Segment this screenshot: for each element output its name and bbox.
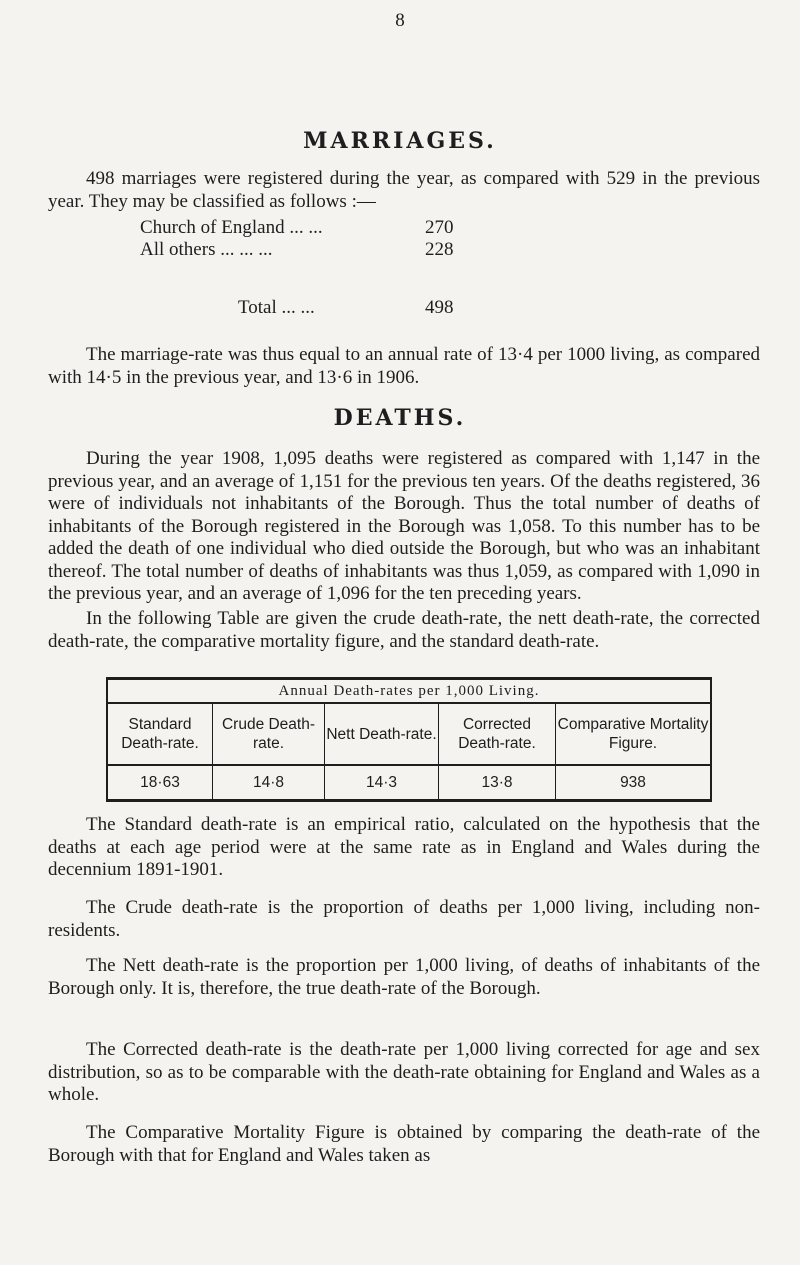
- classification-value: 270: [425, 217, 454, 238]
- definition-comparative: The Comparative Mortality Figure is obtained by comparing the death-rate of the Borough with that for England and Wales taken as: [48, 1122, 760, 1166]
- table-header-cell: Crude Death-rate.: [213, 704, 325, 764]
- deaths-paragraph-1: During the year 1908, 1,095 deaths were registered as compared with 1,147 in the previous year, and an average of 1,151 for the previous ten years. Of the deaths registered, 36 were of individuals not inhabitants of the Borough. Thus the total number of deaths of inhabitants of the Borough registered in the Borough was 1,058. To this number has to be added the death of one individual who died outside the Borough, but who was an inhabitant thereof. The total number of deaths of inhabitants was thus 1,059, as compared with 1,090 in the previous year, and an average of 1,096 for the ten preceding years.: [48, 448, 760, 604]
- marriages-heading: MARRIAGES.: [303, 128, 497, 154]
- table-header-cell: Standard Death-rate.: [108, 704, 213, 764]
- marriages-intro: 498 marriages were registered during the year, as compared with 529 in the previous year. They may be classified as follows :—: [48, 168, 760, 212]
- table-header-row: [108, 704, 710, 766]
- classification-label: All others ... ... ...: [140, 239, 273, 260]
- classification-value: 228: [425, 239, 454, 260]
- table-header-cell: Nett Death-rate.: [325, 704, 439, 764]
- definition-nett: The Nett death-rate is the proportion per 1,000 living, of deaths of inhabitants of the Borough only. It is, therefore, the true death-rate of the Borough.: [48, 955, 760, 999]
- table-caption: Annual Death-rates per 1,000 Living.: [108, 680, 710, 704]
- classification-label: Church of England ... ...: [140, 217, 323, 238]
- total-label: Total ... ...: [238, 297, 315, 318]
- death-rates-table: [106, 677, 712, 802]
- definition-standard: The Standard death-rate is an empirical ratio, calculated on the hypothesis that the deaths at each age period were at the same rate as in England and Wales during the decennium 1891-1901.: [48, 814, 760, 880]
- table-header-cell: Comparative Mortality Figure.: [557, 716, 709, 752]
- table-row: [108, 766, 710, 799]
- table-cell: 938: [620, 774, 646, 791]
- table-cell: 14·3: [325, 766, 439, 799]
- definition-crude: The Crude death-rate is the proportion of deaths per 1,000 living, including non-residents.: [48, 897, 760, 941]
- marriage-rate-text: The marriage-rate was thus equal to an annual rate of 13·4 per 1000 living, as compared with 14·5 in the previous year, and 13·6 in 1906.: [48, 344, 760, 388]
- table-header-cell: Corrected Death-rate.: [439, 704, 556, 764]
- table-cell: 14·8: [213, 766, 325, 799]
- page-number: 8: [395, 10, 405, 31]
- table-cell: 18·63: [108, 766, 213, 799]
- total-value: 498: [425, 297, 454, 318]
- deaths-heading: DEATHS.: [333, 405, 467, 431]
- deaths-paragraph-2: In the following Table are given the crude death-rate, the nett death-rate, the corrected death-rate, the comparative mortality figure, and the standard death-rate.: [48, 608, 760, 652]
- table-cell: 13·8: [439, 766, 556, 799]
- definition-corrected: The Corrected death-rate is the death-rate per 1,000 living corrected for age and sex distribution, so as to be comparable with the death-rate obtaining for England and Wales as a whole.: [48, 1039, 760, 1105]
